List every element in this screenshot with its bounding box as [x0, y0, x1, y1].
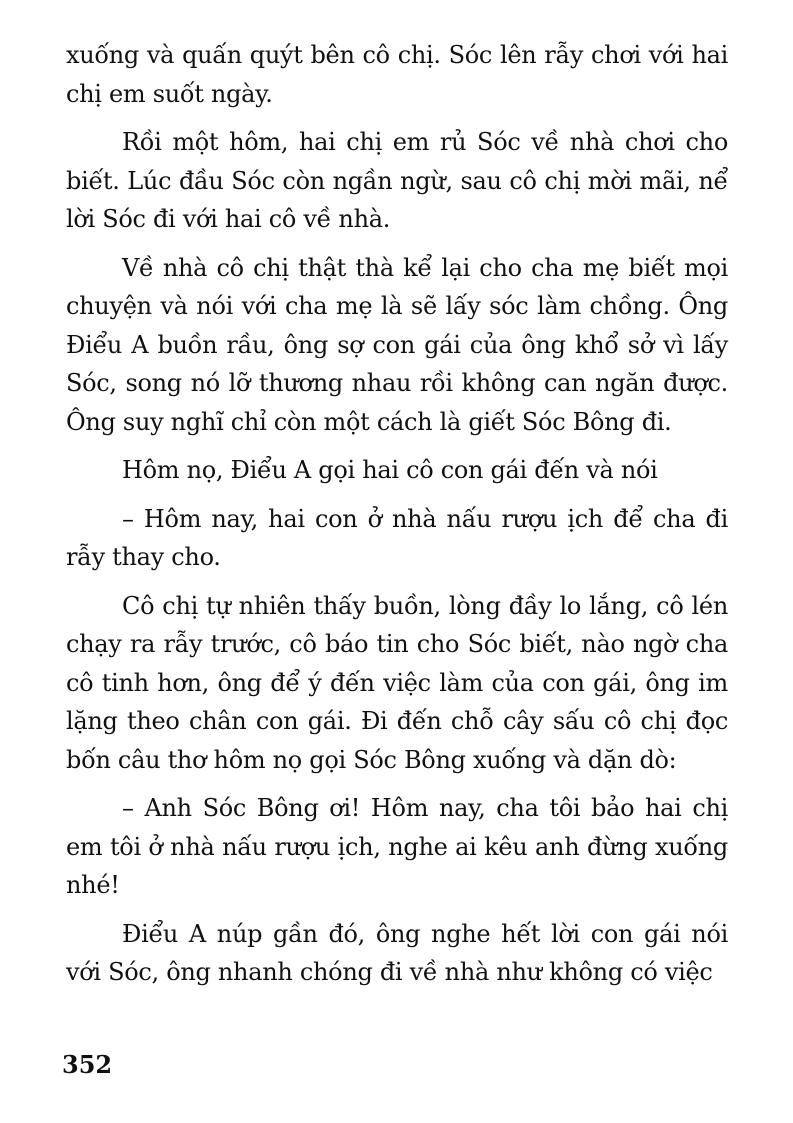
paragraph-2: Rồi một hôm, hai chị em rủ Sóc về nhà chơi cho biết. Lúc đầu Sóc còn ngần ngừ, sau cô chị mời mãi, nể lời Sóc đi với hai cô về nhà.	[66, 128, 728, 233]
paragraph-1: xuống và quấn quýt bên cô chị. Sóc lên rẫy chơi với hai chị em suốt ngày.	[66, 41, 728, 108]
paragraph-8: Điểu A núp gần đó, ông nghe hết lời con gái nói với Sóc, ông nhanh chóng đi về nhà như không có việc	[66, 919, 728, 986]
paragraph-5: – Hôm nay, hai con ở nhà nấu rượu ịch để cha đi rẫy thay cho.	[66, 504, 728, 571]
page-number: 352	[62, 1050, 113, 1079]
paragraph-3: Về nhà cô chị thật thà kể lại cho cha mẹ biết mọi chuyện và nói với cha mẹ là sẽ lấy sóc làm chồng. Ông Điểu A buồn rầu, ông sợ con gái của ông khổ sở vì lấy Sóc, song nó lỡ thương nhau rồi không can ngăn được. Ông suy nghĩ chỉ còn một cách là giết Sóc Bông đi.	[66, 253, 728, 436]
paragraph-4: Hôm nọ, Điểu A gọi hai cô con gái đến và nói	[122, 456, 658, 484]
paragraph-6: Cô chị tự nhiên thấy buồn, lòng đầy lo lắng, cô lén chạy ra rẫy trước, cô báo tin cho Sóc biết, nào ngờ cha cô tinh hơn, ông để ý đến việc làm của con gái, ông im lặng theo chân con gái. Đi đến chỗ cây sấu cô chị đọc bốn câu thơ hôm nọ gọi Sóc Bông xuống và dặn dò:	[66, 591, 728, 774]
page-body	[66, 36, 728, 1002]
paragraph-7: – Anh Sóc Bông ơi! Hôm nay, cha tôi bảo hai chị em tôi ở nhà nấu rượu ịch, nghe ai kêu anh đừng xuống nhé!	[66, 794, 728, 899]
